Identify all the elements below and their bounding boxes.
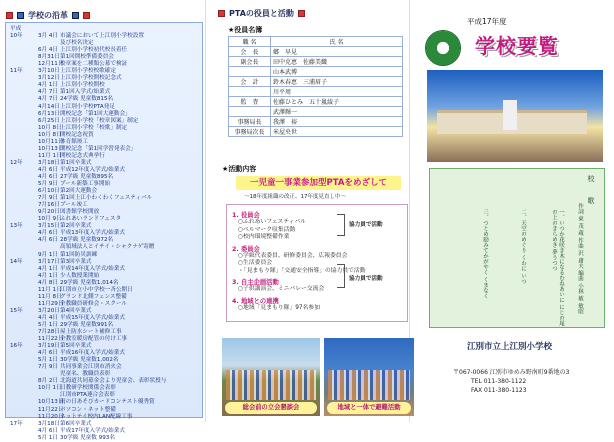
history-year: 平成	[10, 26, 22, 32]
history-year	[10, 294, 38, 301]
history-event: 屋上防水シート補修工事	[60, 329, 122, 336]
table-row	[229, 97, 403, 107]
address: 〒067-0066 江別市ゆめみ野南町9番地の3	[453, 369, 570, 376]
history-date: 11月22日	[38, 336, 64, 343]
square-icon	[298, 10, 305, 17]
photo-caption: 総会前の立会懇談会	[225, 402, 317, 414]
history-year	[10, 244, 38, 251]
crowd-figure	[226, 370, 316, 400]
history-year	[10, 75, 38, 82]
officer-role: 会 計	[229, 77, 271, 87]
history-event: 図書館学校開放	[60, 209, 100, 216]
history-year	[10, 357, 38, 364]
history-event	[60, 26, 198, 33]
history-row	[10, 132, 198, 139]
history-year: 16年	[10, 343, 23, 350]
history-date: 3月20日	[38, 307, 60, 314]
history-event: 江別市立小中学校一斉公開日	[60, 286, 133, 293]
history-year	[10, 118, 38, 125]
history-row	[10, 259, 198, 266]
history-year: 13年	[10, 223, 23, 230]
officer-name: 武澤輝一	[271, 107, 403, 117]
meeting-photo	[222, 338, 320, 416]
history-event: 30学級 児童数1,002名	[60, 357, 119, 364]
tower-shape	[503, 100, 517, 130]
history-event: 全教室暖房配管の付け工事	[60, 336, 128, 343]
history-event: 日教研学校関係会表彰	[60, 385, 116, 392]
history-event: 平成15年度入学式/始業式	[60, 314, 125, 321]
history-row	[10, 118, 198, 125]
activity-item: ○生活委員会	[238, 260, 273, 266]
officer-name: 我澤 裕	[271, 117, 403, 127]
history-event: 体育館竣工	[60, 138, 88, 145]
history-date: 3月18日	[38, 420, 60, 427]
square-icon	[72, 12, 79, 19]
history-date: 7月 9日	[38, 195, 59, 202]
history-event: グランド北側フェンス整備	[60, 293, 127, 300]
history-event: 及び校名決定	[60, 40, 94, 47]
history-event: 上江別小学校開校記念式	[60, 75, 122, 82]
history-event: 上江別小学校開校	[60, 82, 105, 89]
history-row	[10, 329, 198, 336]
history-row	[10, 414, 198, 421]
history-year	[10, 181, 38, 188]
table-header-name: 氏 名	[271, 37, 403, 47]
document-title: 学校要覧	[475, 34, 559, 58]
table-row	[229, 67, 403, 77]
fold-divider-left	[205, 0, 206, 422]
activity-item: ○校内環境整備作業	[238, 234, 290, 240]
history-row	[10, 111, 198, 118]
history-event: 開校記念「第1回学習発表会」	[60, 145, 137, 152]
history-date: 11月 8日	[38, 293, 62, 300]
history-date: 10月11日	[38, 138, 64, 145]
history-row	[10, 280, 198, 287]
history-row	[10, 273, 198, 280]
history-event: 28学級 児童数972名	[60, 237, 114, 244]
officer-role: 監 査	[229, 97, 271, 107]
officer-name: 田中克恵 佐藤美織	[271, 57, 403, 67]
history-date: 4月 6日	[38, 237, 59, 244]
history-event: 共同事業会江別市消火会	[60, 364, 122, 371]
school-crest-icon	[425, 30, 461, 66]
history-row	[10, 160, 198, 167]
history-row	[10, 96, 198, 103]
history-event: 市議会において上江別小学校設置	[60, 33, 144, 40]
officer-table	[228, 36, 403, 137]
history-year	[10, 350, 38, 357]
activity-section-heading: 3. 自主企画活動	[232, 279, 279, 286]
officer-name: 山本武博	[271, 67, 403, 77]
table-header-role: 職 名	[229, 37, 271, 47]
history-year	[10, 40, 38, 47]
history-year	[10, 104, 38, 111]
officer-role	[229, 87, 271, 97]
history-event: 27学級 児童数895名	[60, 173, 114, 180]
history-date: 10月 1日	[38, 385, 62, 392]
history-event: 29学級 児童数991名	[60, 321, 114, 328]
history-row	[10, 301, 198, 308]
history-date: 4月14日	[38, 103, 60, 110]
pta-panel	[208, 0, 408, 422]
officer-name: 郷 早見	[271, 47, 403, 57]
history-row	[10, 139, 198, 146]
history-event: プール新築工事開始	[60, 181, 111, 188]
history-date: 6月10日	[38, 188, 60, 195]
history-year	[10, 139, 38, 146]
history-date: 7月28日	[38, 329, 60, 336]
drill-photo	[324, 338, 414, 416]
officer-role	[229, 107, 271, 117]
history-event: 雨の日あそびカードコンテスト優秀賞	[60, 399, 155, 406]
history-event: 第1回卒業式	[60, 159, 92, 166]
history-event: 北海道共同募金会より児童会、表彰状授与	[60, 378, 167, 385]
history-year	[10, 273, 38, 280]
activity-item: ○ベルマーク収集活動	[238, 226, 296, 233]
history-year	[10, 47, 38, 54]
officer-role	[229, 67, 271, 77]
history-date: 3月 4日	[38, 33, 59, 40]
officer-name: 川平周	[271, 87, 403, 97]
history-event: 平成12年度入学式/始業式	[60, 166, 125, 173]
history-year	[10, 96, 38, 103]
history-event: 第2回大運動会	[60, 188, 98, 195]
activity-note: 協力員で活動	[349, 222, 383, 228]
history-event: 高領域法人とイチイ・シャクナゲ寄贈	[60, 244, 155, 251]
school-song-box	[429, 168, 605, 328]
officer-name: 鈴木春恵 三浦眉子	[271, 77, 403, 87]
table-row	[229, 127, 403, 137]
history-event: 第3回卒業式	[60, 258, 92, 265]
history-year	[10, 230, 38, 237]
history-date: 4月 6日	[38, 173, 59, 180]
square-icon	[83, 12, 90, 19]
history-list	[5, 22, 203, 441]
fax: FAX 011-380-1123	[471, 387, 527, 394]
history-date: 4月 6日	[38, 166, 59, 173]
history-date: 12月11日	[38, 61, 64, 68]
history-year	[10, 188, 38, 195]
history-year	[10, 153, 38, 160]
history-event: 24学級 児童数815名	[60, 96, 114, 103]
history-date: 3月19日	[38, 343, 60, 350]
phone: TEL 011-380-1122	[471, 378, 527, 385]
history-year	[10, 378, 38, 385]
history-year	[10, 385, 38, 392]
history-row	[10, 428, 198, 435]
history-date: 11月22日	[38, 406, 64, 413]
history-row	[10, 252, 198, 259]
history-year	[10, 209, 38, 216]
history-year	[10, 329, 38, 336]
history-event: 平成16年度入学式/始業式	[60, 350, 125, 357]
history-year	[10, 315, 38, 322]
history-event: プール竣工	[60, 202, 88, 209]
history-event: 開校記念「第1回大運動会」	[60, 110, 131, 117]
history-date: 3月18日	[38, 159, 60, 166]
history-event: 平成14年度入学式/始業式	[60, 265, 125, 272]
officer-role: 副会長	[229, 57, 271, 67]
song-verse: 三、つとめ励みてかがやく くまなく	[482, 209, 488, 299]
history-event: 上江別小学校「校章図案」制定	[60, 117, 139, 124]
slogan: 一児童一事業参加型PTAをめざして	[236, 176, 401, 190]
history-event: 全教職員研修会・スクール	[60, 300, 128, 307]
activity-item: ・「見まもり隊」「交通安全指導」の協力員で活動	[238, 267, 366, 274]
officer-name: 米屋央世	[271, 127, 403, 137]
history-year	[10, 202, 38, 209]
history-date: 11月 1日	[38, 152, 62, 159]
history-row	[10, 421, 198, 428]
officer-role: 事務局次長	[229, 127, 271, 137]
song-verse: 二、天空のめぐり くわに いつ	[520, 209, 526, 284]
activity-note: 協力員で活動	[349, 276, 383, 282]
history-date: 8月 2日	[38, 378, 59, 385]
activity-box	[226, 204, 408, 322]
history-event: 29学級 児童数1,014名	[60, 279, 119, 286]
history-row	[10, 26, 198, 33]
history-event: 児童名、教職員表彰	[60, 371, 111, 378]
history-event: 上江別小学校PTA発足	[60, 103, 115, 110]
history-event: パソコン・ネット整備	[60, 406, 116, 413]
history-event: 第1回開校準備委員会	[60, 54, 114, 61]
history-date: 6月25日	[38, 117, 60, 124]
history-date	[38, 26, 60, 33]
history-date	[38, 244, 60, 251]
history-event: 第6回卒業式	[60, 420, 92, 427]
table-row	[229, 47, 403, 57]
history-date: 11月 1日	[38, 286, 62, 293]
square-icon	[17, 12, 24, 19]
history-row	[10, 322, 198, 329]
history-date: 10月13日	[38, 145, 64, 152]
activity-section-heading: 2. 委員会	[232, 245, 260, 253]
slogan-subtitle: ～18年度組織の改正、17年度見直し中～	[244, 194, 346, 200]
activity-item: ○学級代表委員、研修委員会、広報委員会	[238, 252, 348, 259]
bracket	[337, 214, 345, 236]
history-year	[10, 414, 38, 421]
officer-heading: ★役員名簿	[228, 26, 263, 34]
history-year	[10, 174, 38, 181]
history-date: 3月17日	[38, 258, 60, 265]
history-year: 14年	[10, 258, 23, 265]
history-date: 11月20日	[38, 413, 64, 420]
history-year	[10, 125, 38, 132]
history-year	[10, 287, 38, 294]
history-row	[10, 174, 198, 181]
history-year	[10, 237, 38, 244]
officer-role: 事務局長	[229, 117, 271, 127]
history-event: 第1回防災訓練	[60, 251, 98, 258]
activity-heading: ★活動内容	[222, 165, 257, 173]
contact-block	[453, 368, 569, 395]
history-row	[10, 287, 198, 294]
history-event: 第1回入学式/始業式	[60, 89, 111, 96]
activity-item: ○地域「見まもり隊」97名参加	[238, 304, 320, 311]
history-year	[10, 301, 38, 308]
history-event: 第2回卒業式	[60, 223, 92, 230]
history-date: 4月 1日	[38, 82, 59, 89]
school-building-photo	[427, 70, 603, 162]
history-row	[10, 435, 198, 442]
history-year	[10, 364, 38, 371]
history-title-text: 学校の沿革	[28, 11, 68, 20]
history-date: 3月15日	[38, 223, 60, 230]
history-row	[10, 104, 198, 111]
history-date: 4月 6日	[38, 230, 59, 237]
history-date: 5月 9日	[38, 181, 59, 188]
activity-item: ○ふれあいフェスティバル	[238, 219, 306, 225]
table-row	[229, 57, 403, 67]
history-year	[10, 399, 38, 406]
history-date: 5月 1日	[38, 434, 59, 441]
history-year: 12年	[10, 159, 23, 166]
history-date: 6月13日	[38, 110, 60, 117]
history-date: 3月10日	[38, 68, 60, 75]
song-credit: 作詞 東 茂 蔵 作曲 沢 庸夫 編曲 小林 敏 敏昭	[577, 203, 583, 314]
history-year: 15年	[10, 307, 23, 314]
history-date: 4月 1日	[38, 265, 59, 272]
history-event: 平成13年度入学式/始業式	[60, 230, 125, 237]
history-event: 江別市PTA連合会表彰	[60, 392, 115, 399]
history-row	[10, 146, 198, 153]
history-year	[10, 89, 38, 96]
history-date: 6月 4日	[38, 47, 59, 54]
history-row	[10, 294, 198, 301]
square-icon	[6, 12, 13, 19]
history-year	[10, 266, 38, 273]
history-panel	[0, 0, 205, 441]
history-event: 開校記念式典挙行	[60, 152, 105, 159]
fiscal-year: 平成17年度	[467, 17, 507, 26]
history-year	[10, 392, 38, 399]
history-row	[10, 125, 198, 132]
history-event: 上江別小学校初代校長着任	[60, 47, 128, 54]
table-row	[229, 117, 403, 127]
history-year	[10, 195, 38, 202]
history-row	[10, 266, 198, 273]
history-year: 11年	[10, 68, 23, 75]
history-row	[10, 308, 198, 315]
history-date: 3月12日	[38, 75, 60, 82]
history-year	[10, 322, 38, 329]
history-title	[6, 10, 90, 21]
table-row	[229, 87, 403, 97]
history-date: 9月 1日	[38, 251, 59, 258]
activity-section-heading: 4. 地域との連携	[232, 297, 279, 305]
history-date: 11月29日	[38, 300, 64, 307]
history-date: 4月 6日	[38, 350, 59, 357]
history-event: 校章案を二種類公募で検証	[60, 61, 128, 68]
history-date: 7月16日	[38, 202, 60, 209]
history-date: 7月 9日	[38, 364, 59, 371]
history-date: 4月 1日	[38, 272, 59, 279]
history-row	[10, 33, 198, 40]
history-event: 上江別小学校校歌確定	[60, 68, 116, 75]
history-row	[10, 167, 198, 174]
history-date: 10月 8日	[38, 131, 62, 138]
officer-name: 佐藤ひとみ 五十嵐綾子	[271, 97, 403, 107]
pta-title-text: PTAの役員と活動	[229, 9, 294, 18]
history-year	[10, 54, 38, 61]
history-date: 8月31日	[38, 54, 60, 61]
song-verse: 一、いつか花咲き木になるむねあいに にじの尾の上のきらめき 夢うつつ	[551, 209, 564, 327]
history-date: 4月 4日	[38, 314, 59, 321]
history-event: ネットテイ校内LAN配線工事	[60, 413, 133, 420]
history-event: 第4回卒業式	[60, 307, 92, 314]
photo-caption: 地域と一体で避難活動	[327, 402, 411, 414]
history-year	[10, 146, 38, 153]
bracket	[337, 264, 345, 288]
activity-section-heading: 1. 役員会	[232, 212, 260, 219]
history-year: 10年	[10, 33, 23, 40]
history-row	[10, 244, 198, 251]
history-date: 4月 8日	[38, 279, 59, 286]
square-icon	[218, 10, 225, 17]
history-event: 平成17年度入学式/始業式	[60, 427, 125, 434]
pta-title	[218, 8, 305, 19]
history-year	[10, 371, 38, 378]
history-year	[10, 82, 38, 89]
history-date: 9月20日	[38, 209, 60, 216]
activity-item: ○子供講演会、ミニバレー交流会	[238, 286, 325, 292]
history-year	[10, 280, 38, 287]
history-row	[10, 399, 198, 406]
history-row	[10, 153, 198, 160]
song-title: 校 歌	[587, 175, 595, 208]
history-year: 17年	[10, 420, 23, 427]
history-date: 4月 6日	[38, 427, 59, 434]
history-year	[10, 111, 38, 118]
history-event: 30学級 児童数 993名	[60, 434, 115, 441]
school-name: 江別市立上江別小学校	[467, 342, 553, 352]
crowd-figure	[328, 370, 410, 400]
history-date: 10月13日	[38, 399, 64, 406]
history-event: 上江別小学校「校歌」制定	[60, 124, 128, 131]
history-event: 少人数授業開始	[60, 272, 100, 279]
history-year	[10, 428, 38, 435]
cover-panel	[411, 0, 614, 422]
history-event: ふれあいランドフェスタ	[60, 216, 122, 223]
history-year	[10, 167, 38, 174]
history-event: 開校記念祝賀	[60, 131, 94, 138]
officer-role: 会 長	[229, 47, 271, 57]
history-year	[10, 407, 38, 414]
history-date: 5月 1日	[38, 357, 59, 364]
history-date: 10月 9日	[38, 216, 62, 223]
table-row	[229, 107, 403, 117]
history-date: 4月 7日	[38, 96, 59, 103]
history-date: 4月 7日	[38, 89, 59, 96]
history-event: 第5回卒業式	[60, 343, 92, 350]
history-event: 第1回上江小わくわくフェスティバル	[60, 195, 153, 202]
history-row	[10, 315, 198, 322]
table-row	[229, 77, 403, 87]
history-year	[10, 435, 38, 442]
history-year	[10, 252, 38, 259]
history-date: 5月 1日	[38, 321, 59, 328]
history-row	[10, 407, 198, 414]
history-date: 10月 8日	[38, 124, 62, 131]
history-year	[10, 132, 38, 139]
